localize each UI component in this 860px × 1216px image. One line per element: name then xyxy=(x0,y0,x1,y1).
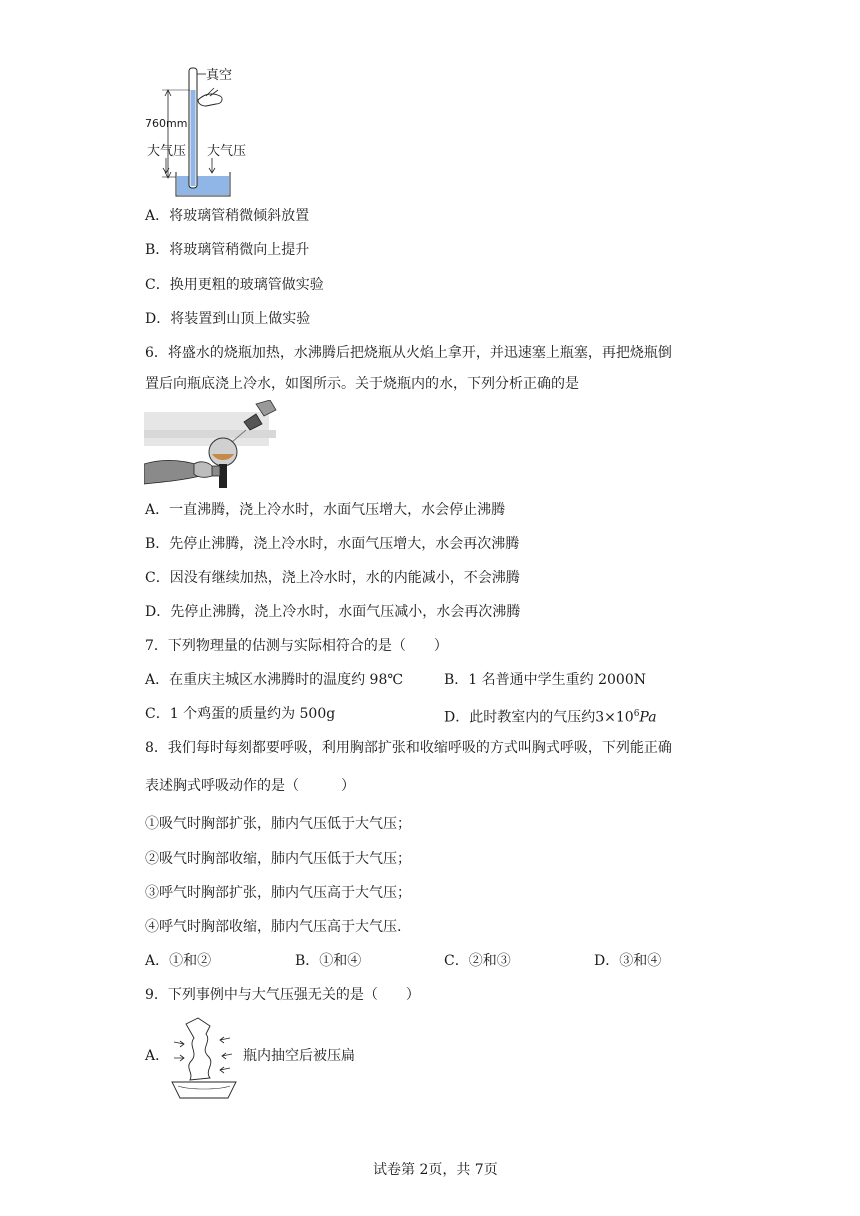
label-pressure-left: 大气压 xyxy=(147,144,187,159)
q5-option-c: C．换用更粗的玻璃管做实验 xyxy=(145,277,324,293)
q5-option-b: B．将玻璃管稍微向上提升 xyxy=(145,242,310,258)
q9-stem: 9．下列事例中与大气压强无关的是（ ） xyxy=(145,987,420,1003)
q6-option-c: C．因没有继续加热，浇上冷水时，水的内能减小，不会沸腾 xyxy=(145,570,520,586)
flask-figure xyxy=(144,400,279,492)
label-vacuum: 真空 xyxy=(206,68,233,83)
q7-option-d-prefix: D．此时教室内的气压约 xyxy=(444,709,596,726)
q8-option-b: B．①和④ xyxy=(295,953,362,969)
q8-option-c: C．②和③ xyxy=(444,953,511,969)
q7-option-a: A．在重庆主城区水沸腾时的温度约 98℃ xyxy=(145,672,404,688)
crushed-bottle-figure xyxy=(170,1014,238,1100)
q7-stem: 7．下列物理量的估测与实际相符合的是（ ） xyxy=(145,638,448,654)
q8-statement-4: ④呼气时胸部收缩，肺内气压高于大气压. xyxy=(145,919,402,935)
q8-stem-line2: 表述胸式呼吸动作的是（ ） xyxy=(145,778,355,794)
q9-option-a-label: A． xyxy=(145,1048,170,1064)
q7-option-b: B．1 名普通中学生重约 2000N xyxy=(444,672,646,688)
q5-option-d: D．将装置到山顶上做实验 xyxy=(145,311,311,327)
q6-option-d: D．先停止沸腾，浇上冷水时，水面气压减小，水会再次沸腾 xyxy=(145,604,521,620)
q5-option-a: A．将玻璃管稍微倾斜放置 xyxy=(145,208,310,224)
q8-option-d: D．③和④ xyxy=(594,953,662,969)
q6-stem-line2: 置后向瓶底浇上冷水，如图所示。关于烧瓶内的水，下列分析正确的是 xyxy=(145,376,579,392)
q8-option-a: A．①和② xyxy=(145,953,212,969)
q8-statement-3: ③呼气时胸部扩张，肺内气压高于大气压； xyxy=(145,885,411,901)
q8-stem-line1: 8．我们每时每刻都要呼吸，利用胸部扩张和收缩呼吸的方式叫胸式呼吸，下列能正确 xyxy=(145,740,672,756)
q7-option-d-exponent: 6 xyxy=(633,709,640,719)
q8-statement-1: ①吸气时胸部扩张，肺内气压低于大气压； xyxy=(145,816,411,832)
q8-statement-2: ②吸气时胸部收缩，肺内气压低于大气压； xyxy=(145,851,411,867)
label-height: 760mm xyxy=(145,117,188,130)
q6-option-a: A．一直沸腾，浇上冷水时，水面气压增大，水会停止沸腾 xyxy=(145,502,506,518)
label-pressure-right: 大气压 xyxy=(207,144,247,159)
q9-option-a-text: 瓶内抽空后被压扁 xyxy=(243,1048,355,1064)
q7-option-d-base: 3×10 xyxy=(595,709,634,726)
q7-option-d-unit: Pa xyxy=(639,709,657,726)
q7-option-c: C．1 个鸡蛋的质量约为 500g xyxy=(145,706,336,722)
q6-stem-line1: 6．将盛水的烧瓶加热，水沸腾后把烧瓶从火焰上拿开，并迅速塞上瓶塞，再把烧瓶倒 xyxy=(145,345,672,361)
q7-option-d xyxy=(444,704,657,728)
q6-option-b: B．先停止沸腾，浇上冷水时，水面气压增大，水会再次沸腾 xyxy=(145,536,520,552)
page-footer: 试卷第 2页，共 7页 xyxy=(373,1162,498,1178)
